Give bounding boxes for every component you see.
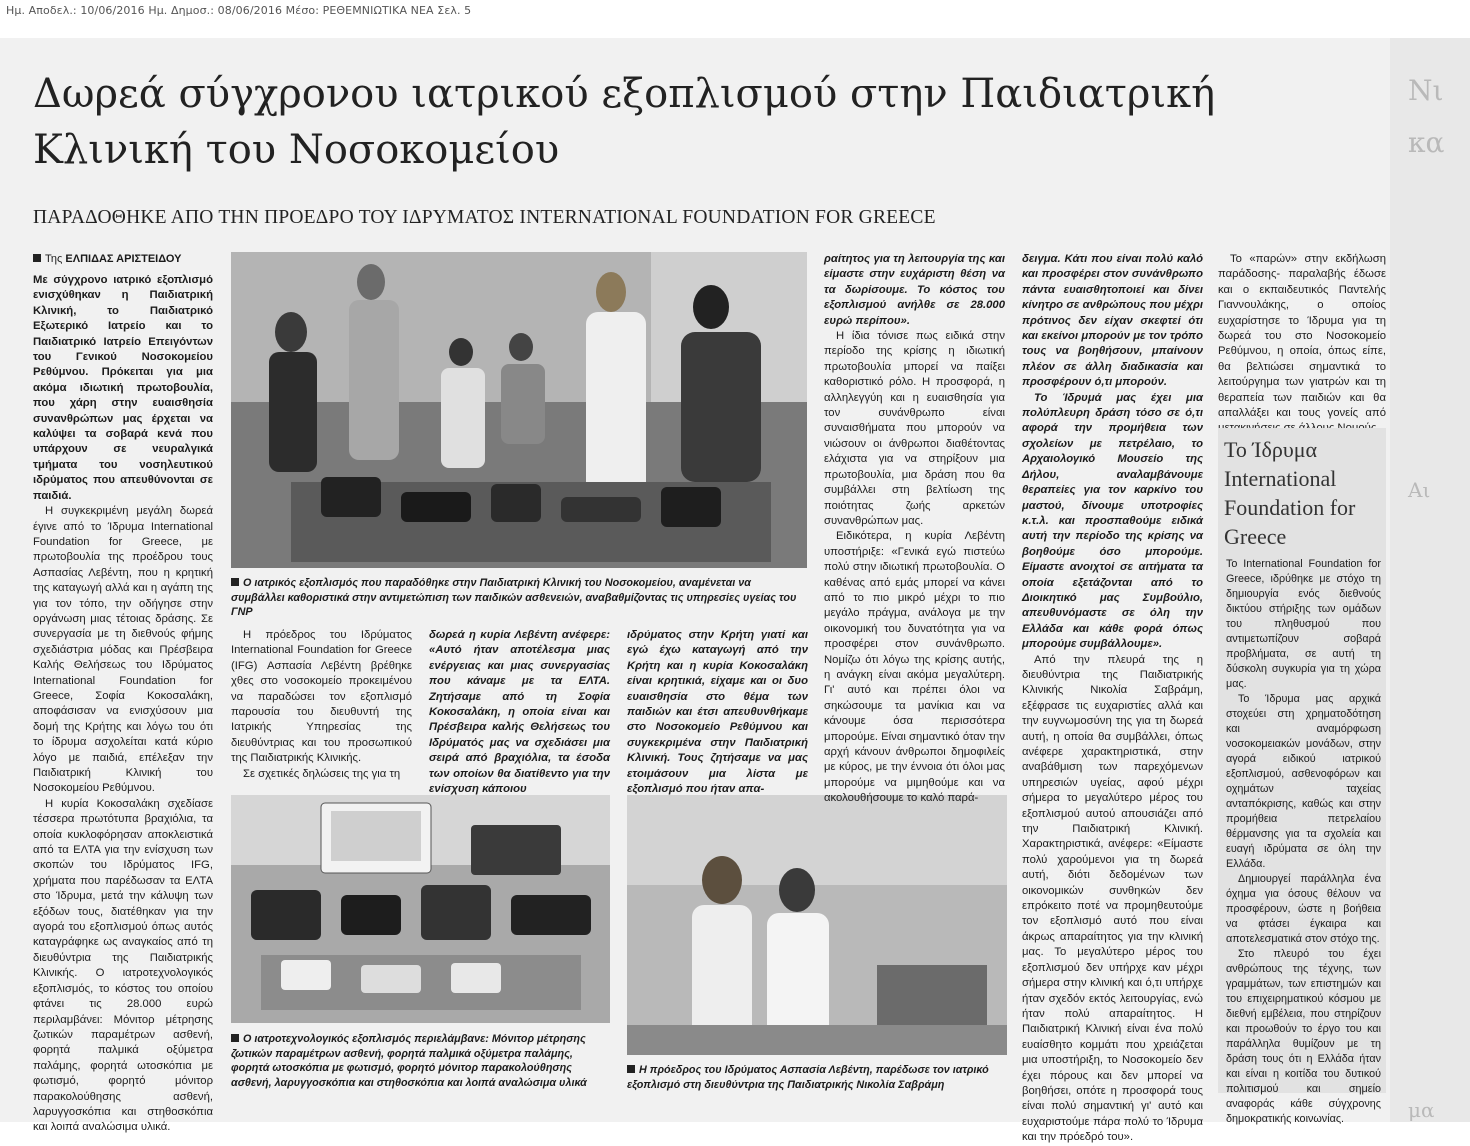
bleed-fragment: Αι — [1408, 478, 1431, 502]
bleed-fragment: κα — [1408, 126, 1445, 159]
article-column-3 — [429, 628, 610, 796]
photo-president-and-director-image — [627, 795, 1007, 1055]
sidebar-title: Το Ίδρυμα International Foundation for Greece — [1224, 437, 1356, 549]
sidebar-paragraph: Το International Foundation for Greece, ιδρύθηκε με στόχο τη δημιουργία ενός διεθνούς δικτύου στήριξης των ομάδων του πληθυσμού που αντιμετωπίζουν σοβαρά προβλήματα, σε αυτή τη δύσκολη συγκυρία για τη χώρα μας. — [1226, 558, 1381, 690]
photo-caption-1 — [231, 576, 807, 620]
body-paragraph: Η πρόεδρος του Ιδρύματος International Foundation for Greece (IFG) Ασπασία Λεβέντη βρέθηκε χθες στο νοσοκομείο προκειμένου να παραδώσει τον εξοπλισμό παρουσία του διευθυντή της Ιατρικής Υπηρεσίας της διευθύντριας και του προσωπικού της Παιδιατρικής Κλινικής. — [231, 629, 412, 765]
lead-paragraph: Με σύγχρονο ιατρικό εξοπλισμό ενισχύθηκαν η Παιδιατρική Κλινική, το Παιδιατρικό Εξωτερικό Ιατρείο και το Παιδιατρικό Ιατρείο Επειγόντων του Γενικού Νοσοκομείου Ρεθύμνου. Πρόκειται για μια ακόμα ιδιωτική πρωτοβουλία, που χάρη στην ευαισθησία συνανθρώπων μας έρχεται να καλύψει τα σοβαρά κενά που υπάρχουν σε νευραλγικά τμήματα του νοσηλευτικού ιδρύματος που απευθύνονται σε παιδιά. — [33, 274, 213, 502]
body-paragraph: Ειδικότερα, η κυρία Λεβέντη υποστήριξε: «Γενικά εγώ πιστεύω πολύ στην ιδιωτική πρωτοβουλία. Ο καθένας από εμάς μπορεί να κάνει από το πιο μικρό μέχρι το πιο μεγάλο πράγμα, ανάλογα με την οικονομική του δυνατότητα για να προσφέρει στον συνάνθρωπο. Νομίζω ότι λόγω της κρίσης αυτής, η ανάγκη είναι ακόμα μεγαλύτερη. Γι' αυτό και πρέπει όλοι να σηκώσουμε τα μανίκια και να κάνουμε όσα περισσότερα μπορούμε. Είναι σημαντικό όταν την αρχή κάνουν άνθρωποι δημοφιλείς με κύρος, με την έννοια ότι όλοι μας μπορούμε να μιμηθούμε και να ακολουθήσουμε το καλό παρά- — [824, 530, 1005, 805]
body-paragraph: Το «παρών» στην εκδήλωση παράδοσης- παραλαβής έδωσε και ο εκπαιδευτικός Παντελής Γιαννουλάκης, ο οποίος ευχαρίστησε το Ίδρυμα για τη δωρεά του στο Νοσοκομείο Ρεθύμνου, η οποία, όπως είπε, θα βελτιώσει σημαντικά το λειτούργημα των γιατρών και τη θεραπεία των παιδιών και θα απαλλάξει και τους γονείς από — [1218, 253, 1386, 420]
clipping-meta-bar — [0, 0, 1470, 20]
body-paragraph: Η ίδια τόνισε πως ειδικά στην περίοδο της κρίσης η ιδιωτική πρωτοβουλία μπορεί να παίξει καθοριστικό ρόλο. Η προσφορά, η αλληλεγγύη και η ευαισθησία για τον συνάνθρωπο είναι συναισθήματα που μπορούν να νιώσουν οι άνθρωποι διαθέτοντας ελάχιστα για να στηρίξουν μια πρωτοβουλία, μια δράση που θα συμβάλλει στη βελτίωση της ποιότητας ζωής αρκετών συνανθρώπων μας. — [824, 330, 1005, 527]
article-column-4 — [627, 628, 808, 796]
bleed-fragment: Νι — [1408, 74, 1444, 107]
article-column-2 — [231, 628, 412, 778]
photo-caption-2 — [231, 1032, 610, 1090]
adjacent-page-bleed — [1390, 38, 1470, 1122]
body-paragraph: Από την πλευρά της η διευθύντρια της Παιδιατρικής Κλινικής Νικολία Σαβράμη, εξέφρασε τις ευχαριστίες αλλά και την ευγνωμοσύνη της για τη δωρεά αυτή, η οποία θα συμβάλλει, όπως ανέφερε χαρακτηριστικά, στην αναβάθμιση των παρεχόμενων υπηρεσιών υγείας, αφού μέχρι σήμερα το μεγαλύτερο μέρος του εξοπλισμού αυτού απουσιάζει από την Παιδιατρική Κλινική. Χαρακτηριστικά, ανέφερε: «Είμαστε πολύ χαρούμενοι για τη δωρεά αυτή, διότι δεδομένων των οικονομικών συνθηκών δεν επρόκειτο ποτέ να προμηθευτούμε τον εξοπλισμό αυτό που είναι άκρως απαραίτητος για την κλινική μας. Το μεγαλύτερο μέρος του εξοπλισμού δεν υπήρχε καν μέχρι σήμερα στην κλινική και ό,τι υπήρχε ήταν σχεδόν εκτός λειτουργίας, ενώ ήταν πολύ απαραίτητος. Η Παιδιατρική Κλινική είναι ένα πολύ ευαίσθητο κομμάτι που χρειάζεται μια υποστήριξη, το Νοσοκομείο δεν έχει πόρους και δεν μπορεί να βοηθήσει, οπότε η προσφορά τους είναι πολύ σημαντική γι' αυτό και ευχαριστούμε πάρα πολύ το Ίδρυμα και την πρόεδρό του». — [1022, 653, 1203, 1144]
bullet-square-icon — [231, 578, 239, 586]
bullet-square-icon — [33, 254, 41, 262]
byline-prefix: Της — [45, 253, 63, 265]
article-column-1 — [33, 273, 213, 1134]
article-column-5 — [824, 252, 1005, 805]
headline: Δωρεά σύγχρονου ιατρικού εξοπλισμού στην Παιδιατρική Κλινική του Νοσοκομείου — [33, 71, 1216, 173]
sidebar-body — [1226, 557, 1381, 1125]
body-paragraph: Η κυρία Κοκοσαλάκη σχεδίασε τέσσερα πρωτότυπα βραχιόλια, τα οποία κυκλοφόρησαν αποκλειστικά από τα ΕΛΤΑ για την ενίσχυση των σκοπών του Ιδρύματος IFG, χρήματα που παρέδωσαν τα ΕΛΤΑ στο Ίδρυμα, μετά την κάλυψη των εξόδων τους, διατέθηκαν για την αγορά του εξοπλισμού όπως αυτός καταγράφηκε ως αναγκαίος από τη διευθύντρια της Παιδιατρικής Κλινικής. Ο ιατροτεχνολογικός εξοπλισμός, το κόστος του οποίου φτάνει τις 28.000 ευρώ περιλαμβάνει: Μόνιτορ μέτρησης ζωτικών παραμέτρων ασθενή, φορητά παλμικά οξύμετρα παλάμης, φορητά ωτοσκόπια με φωτισμό, φορητό μόνιτορ παρακολούθησης ασθενή, λαρυγγοσκόπια και στηθοσκόπια και λοιπά αναλώσιμα υλικά. — [33, 797, 213, 1134]
photo-caption-3 — [627, 1063, 1007, 1092]
clipping-meta: Ημ. Αποδελ.: 10/06/2016 Ημ. Δημοσ.: 08/06/2016 Μέσο: ΡΕΘΕΜΝΙΩΤΙΚΑ ΝΕΑ Σελ. 5 — [6, 4, 472, 17]
body-paragraph: Σε σχετικές δηλώσεις της για τη — [243, 767, 401, 780]
photo-donation-ceremony-image — [231, 252, 807, 568]
article-column-6 — [1022, 252, 1203, 1144]
photo-medical-equipment-image — [231, 795, 610, 1023]
caption-text: Η πρόεδρος του Ιδρύματος Ασπασία Λεβέντη, παρέδωσε τον ιατρικό εξοπλισμό στη διευθύντρια της Παιδιατρικής Νικολία Σαβράμη — [627, 1064, 989, 1091]
body-paragraph: ραίτητος για τη λειτουργία της και είμαστε στην ευχάριστη θέση να τα δωρίσουμε. Το κόστος του εξοπλισμού ανήλθε σε 28.000 ευρώ περίπου». — [824, 253, 1005, 327]
body-paragraph: Το Ίδρυμά μας έχει μια πολύπλευρη δράση τόσο σε ό,τι αφορά την προμήθεια των σχολείων με πετρέλαιο, το Αρχαιολογικό Μουσείο της Δήλου, αναλαμβάνουμε θεραπείες για τον καρκίνο του μαστού, δίνουμε υποτροφίες κ.τ.λ. και προσπαθούμε ειδικά αυτή την περίοδο της κρίσης να βοηθούμε όσο μπορούμε. Είμαστε ανοιχτοί σε αιτήματα τα οποία εξετάζονται από το Διοικητικό μας Συμβούλιο, απευθυνόμαστε σε όλη την Ελλάδα και κάθε φορά όπως μπορούμε συμβάλλουμε». — [1022, 391, 1203, 651]
byline — [33, 253, 181, 265]
body-paragraph: δειγμα. Κάτι που είναι πολύ καλό και προσφέρει στον συνάνθρωπο πάντα ευαισθητοποιεί και δίνει κίνητρο σε ανθρώπους που μέχρι πρότινος δεν είχαν σκεφτεί ότι και εκείνοι μπορούν με τον τρόπο τους να βοηθήσουν, μπαίνουν πλέον σε άλλη διαδικασία και προσφέρουν ό,τι μπορούν. — [1022, 253, 1203, 389]
byline-author: ΕΛΠΙΔΑΣ ΑΡΙΣΤΕΙΔΟΥ — [65, 253, 182, 265]
sidebar-paragraph: Δημιουργεί παράλληλα ένα όχημα για όσους θέλουν να προσφέρουν, ώστε η βοήθεια να φτάσει έγκαιρα και αποτελεσματικά στον στόχο της. — [1226, 873, 1381, 945]
bleed-fragment: μα — [1408, 1098, 1435, 1122]
body-paragraph: δωρεά η κυρία Λεβέντη ανέφερε: «Αυτό ήταν αποτέλεσμα μιας ενέργειας και μιας συνεργασίας που κάναμε με τα ΕΛΤΑ. Ζητήσαμε από τη Σοφία Κοκοσαλάκη, η οποία είναι και Πρέσβειρα καλής Θελήσεως του Ιδρύματός μας να σχεδιάσει μια σειρά από βραχιόλια, τα έσοδα των οποίων θα διατίθεντο για την ενίσχυση κάποιου — [429, 629, 610, 796]
bullet-square-icon — [627, 1065, 635, 1073]
article-column-7 — [1218, 252, 1386, 422]
caption-text: Ο ιατρικός εξοπλισμός που παραδόθηκε στην Παιδιατρική Κλινική του Νοσοκομείου, αναμένεται να συμβάλλει καθοριστικά στην αντιμετώπιση των παιδικών ασθενειών, αναβαθμίζοντας τις υπηρεσίες υγείας του ΓΝΡ — [231, 577, 797, 618]
photo-medical-equipment — [231, 795, 610, 1023]
bullet-square-icon — [231, 1034, 239, 1042]
photo-donation-ceremony — [231, 252, 807, 568]
sidebar-paragraph: Στο πλευρό του έχει ανθρώπους της τέχνης, των γραμμάτων, των επιστημών και του επιχειρηματικού κόσμου με διεθνή εμβέλεια, που στηρίζουν και προωθούν το έργο του και παράλληλα θυμίζουν με τη δράση τους ότι η Ελλάδα ήταν και είναι η κοιτίδα του δυτικού πολιτισμού και σημείο αναφοράς κάθε σύγχρονης δημοκρατικής κοινωνίας. — [1226, 948, 1381, 1125]
subheadline: ΠΑΡΑΔΟΘΗΚΕ ΑΠΟ ΤΗΝ ΠΡΟΕΔΡΟ ΤΟΥ ΙΔΡΥΜΑΤΟΣ INTERNATIONAL FOUNDATION FOR GREECE — [33, 207, 936, 228]
photo-president-and-director — [627, 795, 1007, 1055]
caption-text: Ο ιατροτεχνολογικός εξοπλισμός περιελάμβανε: Μόνιτορ μέτρησης ζωτικών παραμέτρων ασθενή, φορητά παλμικά οξύμετρα παλάμης, φορητά ωτοσκόπια με φωτισμό, φορητό μόνιτορ παρακολούθησης ασθενή, λαρυγγοσκόπια και στηθοσκόπια και λοιπά αναλώσιμα υλικά — [231, 1033, 587, 1089]
sidebar-paragraph: Το Ίδρυμα μας αρχικά στοχεύει στη χρηματοδότηση και αναμόρφωση νοσοκομειακών μονάδων, στην αγορά ειδικού ιατρικού εξοπλισμού, ασθενοφόρων και οχημάτων ταχείας ανταπόκρισης, καθώς και στην προμήθεια πετρελαίου θέρμανσης για τα σχολεία και ευαγή ιδρύματα σε όλη την Ελλάδα. — [1226, 693, 1381, 870]
body-paragraph: Η συγκεκριμένη μεγάλη δωρεά έγινε από το Ίδρυμα International Foundation for Greece, με πρωτοβουλία της προέδρου τους Ασπασίας Λεβέντη, που η κρητική της καταγωγή αλλά και η αγάπη της για τον τόπο, την οδήγησε στην οργάνωση μιας τέτοιας δράσης. Σε συνεργασία με τη διεθνούς φήμης σχεδιάστρια μόδας και Πρέσβειρα Καλής Θελήσεως του Ιδρύματος International Foundation for Greece, Σοφία Κοκοσαλάκη, αποφάσισαν να ενισχύσουν μια δομή της Κρήτης και λόγω του ότι το ίδρυμα ασχολείται κατά κύριο λόγο με παιδιά, επέλεξαν την Παιδιατρική Κλινική του Νοσοκομείου Ρεθύμνου. — [33, 505, 213, 795]
body-paragraph: ιδρύματος στην Κρήτη γιατί και εγώ έχω καταγωγή από την Κρήτη και η κυρία Κοκοσαλάκη είναι κρητικιά, είχαμε και οι δυο ευαισθησία στο θέμα των παιδιών και έτσι απευθυνθήκαμε στο Νοσοκομείο Ρεθύμνου και συγκεκριμένα στην Παιδιατρική Κλινική. Τους ζητήσαμε να μας ετοιμάσουν μια λίστα με εξοπλισμό που ήταν απα- — [627, 629, 808, 796]
